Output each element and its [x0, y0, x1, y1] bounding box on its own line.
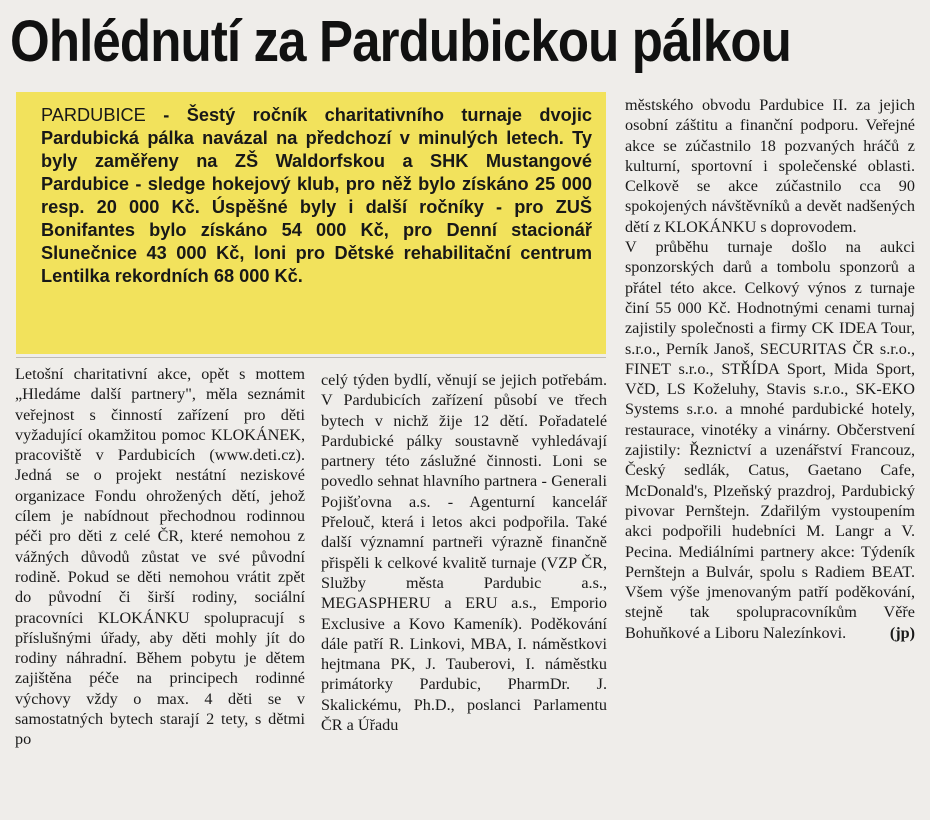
column3-paragraph-1: městského obvodu Pardubice II. za jejich osobní záštitu a finanční podporu. Veřejné akce se zúčastnilo 18 pozvaných hráčů z kulturní, sportovní i společenské oblasti. Celkově se akce zúčastnilo cca 90 spokojených návštěvníků a devět nadšených dětí z KLOKÁNKU s doprovodem.	[625, 96, 915, 236]
column3-paragraph-2	[625, 237, 915, 643]
body-column-3	[625, 95, 915, 643]
lead-text: - Šestý ročník charitativního turnaje dvojic Pardubická pálka navázal na předchozí v minulých letech. Ty byly zaměřeny na ZŠ Waldorfskou a SHK Mustangové Pardubice - sledge hokejový klub, pro něž bylo získáno 25 000 resp. 20 000 Kč. Úspěšné byly i další ročníky - pro ZUŠ Bonifantes bylo získáno 54 000 Kč, pro Denní stacionář Slunečnice 43 000 Kč, loni pro Dětské rehabilitační centrum Lentilka rekordních 68 000 Kč.	[41, 105, 592, 286]
body-column-2	[321, 370, 607, 735]
lead-paragraph	[16, 92, 606, 354]
column3-paragraph-2-text: V průběhu turnaje došlo na aukci sponzorských darů a tombolu sponzorů a přátel této akce. Celkový výnos z turnaje činí 55 000 Kč. Hodnotnými cenami turnaj zajistily společnosti a firmy CK IDEA Tour, s.r.o., Perník Janoš, SECURITAS ČR s.r.o., FINET s.r.o., STŘÍDA Sport, Mida Sport, VčD, LS Koželuhy, Stavis s.r.o., SK-EKO Systems s.r.o. a mnohé pardubické hotely, restaurace, vinotéky a vinárny. Občerstvení zajistily: Řeznictví a uzenářství Francouz, Český sedlák, Catus, Gaetano Cafe, McDonald's, Plzeňský prazdroj, Pardubický pivovar Pernštejn. Zdařilým vystoupením akci podpořili hudebníci M. Langr a V. Pecina. Mediálními partnery akce: Týdeník Pernštejn a Bulvár, spolu s Radiem BEAT. Všem výše jmenovaným patří poděkování, stejně tak spolupracovníkům Věře Bohuňkové a Liboru Nalezínkovi.	[625, 238, 915, 642]
divider	[16, 357, 606, 358]
author-signature: (jp)	[889, 623, 915, 642]
lead-location: PARDUBICE	[41, 105, 146, 125]
article-headline: Ohlédnutí za Pardubickou pálkou	[10, 9, 791, 74]
column1-text: Letošní charitativní akce, opět s mottem „Hledáme další partnery", měla seznámit veřejnost s činností zařízení pro děti vyžadující okamžitou pomoc KLOKÁNEK, pracoviště v Pardubicích (www.deti.cz). Jedná se o projekt nestátní neziskové organizace Fondu ohrožených dětí, jehož cílem je nabídnout přechodnou rodinnou péči pro děti z celé ČR, které nemohou z vážných důvodů zůstat ve své původní rodině. Pokud se děti nemohou vrátit zpět do původní či širší rodiny, sociální pracovníci KLOKÁNKU spolupracují s příslušnými úřady, aby děti mohly jít do rodiny náhradní. Během pobytu je dětem zajištěna péče na principech rodinné výchovy vždy o max. 4 děti se v samostatných bytech starají 2 tety, s dětmi po	[15, 365, 305, 749]
body-column-1	[15, 364, 305, 750]
column2-text: celý týden bydlí, věnují se jejich potřebám. V Pardubicích zařízení působí ve třech bytech v nichž žije 12 dětí. Pořadatelé Pardubické pálky soustavně vyhledávají partnery této záslužné činnosti. Loni se povedlo sehnat hlavního partnera - Generali Pojišťovna a.s. - Agenturní kancelář Přelouč, která i letos akci podpořila. Také další významní partneři výrazně finančně přispěli k celkové kvalitě turnaje (VZP ČR, Služby města Pardubic a.s., MEGASPHERU a ERU a.s., Emporio Exclusive a Kovo Kameník). Poděkování dále patří R. Linkovi, MBA, I. náměstkovi hejtmana PK, J. Tauberovi, I. náměstku primátorky Pardubic, PharmDr. J. Skalickému, Ph.D., poslanci Parlamentu ČR a Úřadu	[321, 371, 607, 735]
